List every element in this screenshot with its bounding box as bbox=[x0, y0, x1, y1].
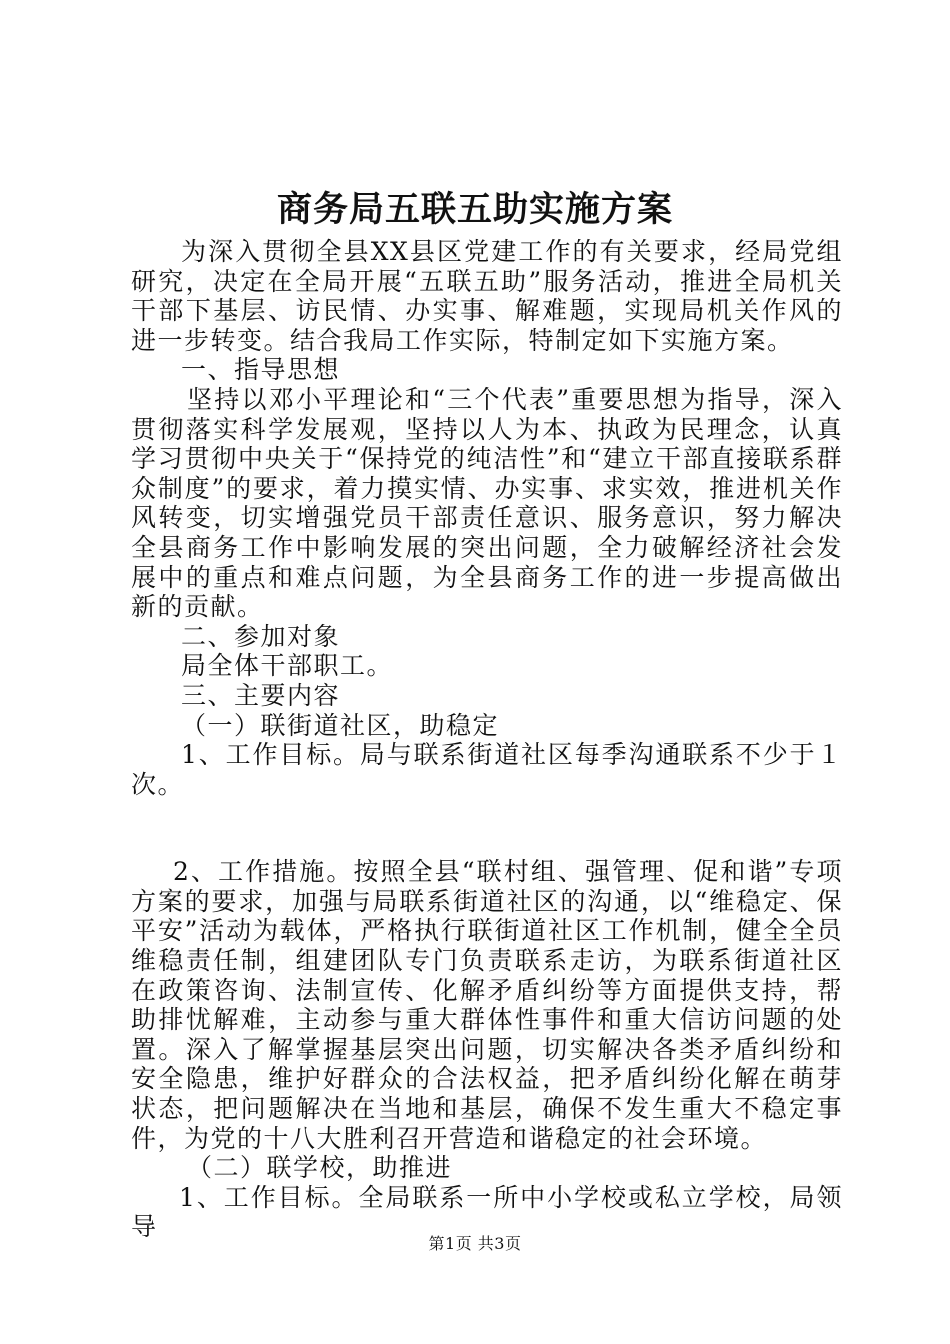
section-heading-participants: 二、参加对象 bbox=[181, 621, 341, 651]
document-body bbox=[131, 237, 843, 1242]
community-goal-paragraph: 1、工作目标。局与联系街道社区每季沟通联系不少于１次。 bbox=[131, 740, 843, 799]
subsection-heading-community: （一）联街道社区，助稳定 bbox=[181, 710, 500, 740]
guiding-ideology-paragraph: 坚持以邓小平理论和“三个代表”重要思想为指导，深入贯彻落实科学发展观，坚持以人为本、执政为民理念，认真学习贯彻中央关于“保持党的纯洁性”和“建立干部直接联系群众制度”的要求，着力摸实情、办实事、求实效，推进机关作风转变，切实增强党员干部责任意识、服务意识，努力解决全县商务工作中影响发展的突出问题，全力破解经济社会发展中的重点和难点问题，为全县商务工作的进一步提高做出新的贡献。 bbox=[131, 384, 843, 622]
schools-goal-paragraph: 1、工作目标。全局联系一所中小学校或私立学校，局领导 bbox=[131, 1182, 843, 1242]
page-footer: 第1页 共3页 bbox=[428, 1234, 522, 1253]
section-heading-guiding-ideology: 一、指导思想 bbox=[181, 355, 341, 385]
intro-paragraph: 为深入贯彻全县XX县区党建工作的有关要求，经局党组研究，决定在全局开展“五联五助”服务活动，推进全局机关干部下基层、访民情、办实事、解难题，实现局机关作风的进一步转变。结合我局工作实际，特制定如下实施方案。 bbox=[131, 237, 843, 355]
subsection-heading-schools: （二）联学校，助推进 bbox=[187, 1153, 453, 1183]
community-measures-paragraph: 2、工作措施。按照全县“联村组、强管理、促和谐”专项方案的要求，加强与局联系街道社区的沟通，以“维稳定、保平安”活动为载体，严格执行联街道社区工作机制，健全全员维稳责任制，组建团队专门负责联系走访，为联系街道社区在政策咨询、法制宣传、化解矛盾纠纷等方面提供支持，帮助排忧解难，主动参与重大群体性事件和重大信访问题的处置。深入了解掌握基层突出问题，切实解决各类矛盾纠纷和安全隐患，维护好群众的合法权益，把矛盾纠纷化解在萌芽状态，把问题解决在当地和基层，确保不发生重大不稳定事件，为党的十八大胜利召开营造和谐稳定的社会环境。 bbox=[131, 857, 843, 1153]
document-title: 商务局五联五助实施方案 bbox=[276, 189, 673, 230]
paragraph-gap bbox=[131, 799, 843, 857]
section-heading-main-content: 三、主要内容 bbox=[181, 680, 341, 710]
participants-paragraph: 局全体干部职工。 bbox=[181, 651, 394, 681]
